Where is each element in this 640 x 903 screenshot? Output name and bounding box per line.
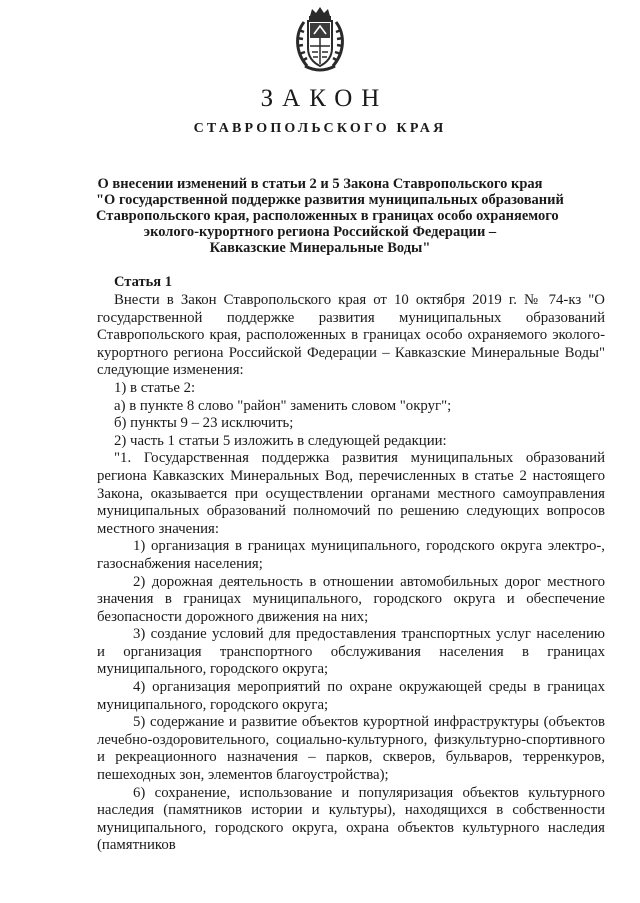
document-heading bbox=[96, 176, 564, 256]
heading-line: Ставропольского края, расположенных в границах особо охраняемого bbox=[96, 208, 559, 224]
coat-of-arms-icon bbox=[291, 6, 349, 74]
paragraph: 1) в статье 2: bbox=[114, 379, 196, 396]
paragraph: б) пункты 9 – 23 исключить; bbox=[114, 415, 294, 432]
paragraph: 4) организация мероприятий по охране окружающей среды в границах муниципального, городского округа; bbox=[97, 679, 605, 713]
paragraph: Внести в Закон Ставропольского края от 10 октября 2019 г. № 74-кз "О государственной поддержке развития муниципальных образований Ставропольского края, расположенных в границах особо охраняемого эколого-курортного региона Российской Федерации – Кавказские Минеральные Воды" следующие изменения: bbox=[97, 292, 605, 379]
heading-line: "О государственной поддержке развития муниципальных образований bbox=[96, 192, 564, 208]
paragraph: 1) организация в границах муниципального, городского округа электро-, газоснабжения населения; bbox=[97, 538, 605, 572]
paragraph: 3) создание условий для предоставления транспортных услуг населению и организация транспортного обслуживания населения в границах муниципального, городского округа; bbox=[97, 626, 605, 678]
paragraph: а) в пункте 8 слово "район" заменить словом "округ"; bbox=[114, 397, 452, 414]
heading-line: эколого-курортного региона Российской Федерации – bbox=[143, 224, 497, 240]
paragraph: 5) содержание и развитие объектов курортной инфраструктуры (объектов лечебно-оздоровительного, социально-культурного, физкультурно-спортивного и рекреационного назначения – парков, скверов, бульваров, терренкуров, пешеходных зон, элементов благоустройства); bbox=[97, 714, 605, 784]
paragraph: 2) дорожная деятельность в отношении автомобильных дорог местного значения в границах муниципального, городского округа и обеспечение безопасности дорожного движения на них; bbox=[97, 573, 605, 625]
law-subtitle: СТАВРОПОЛЬСКОГО КРАЯ bbox=[193, 121, 447, 136]
law-title: ЗАКОН bbox=[260, 85, 389, 112]
article-body bbox=[97, 292, 605, 855]
paragraph: "1. Государственная поддержка развития муниципальных образований региона Кавказских Минеральных Вод, перечисленных в статье 2 настоящего Закона, оказывается при осуществлении органами местного самоуправления муниципальных образований полномочий по решению следующих вопросов местного значения: bbox=[97, 450, 605, 537]
heading-line: О внесении изменений в статьи 2 и 5 Закона Ставропольского края bbox=[97, 176, 543, 192]
paragraph: 2) часть 1 статьи 5 изложить в следующей редакции: bbox=[114, 432, 447, 449]
article-title: Статья 1 bbox=[114, 274, 172, 290]
heading-line: Кавказские Минеральные Воды" bbox=[209, 240, 431, 256]
paragraph: 6) сохранение, использование и популяризация объектов культурного наследия (памятников истории и культуры), находящихся в собственности муниципального, городского округа, охрана объектов культурного наследия (памятников bbox=[97, 784, 605, 854]
